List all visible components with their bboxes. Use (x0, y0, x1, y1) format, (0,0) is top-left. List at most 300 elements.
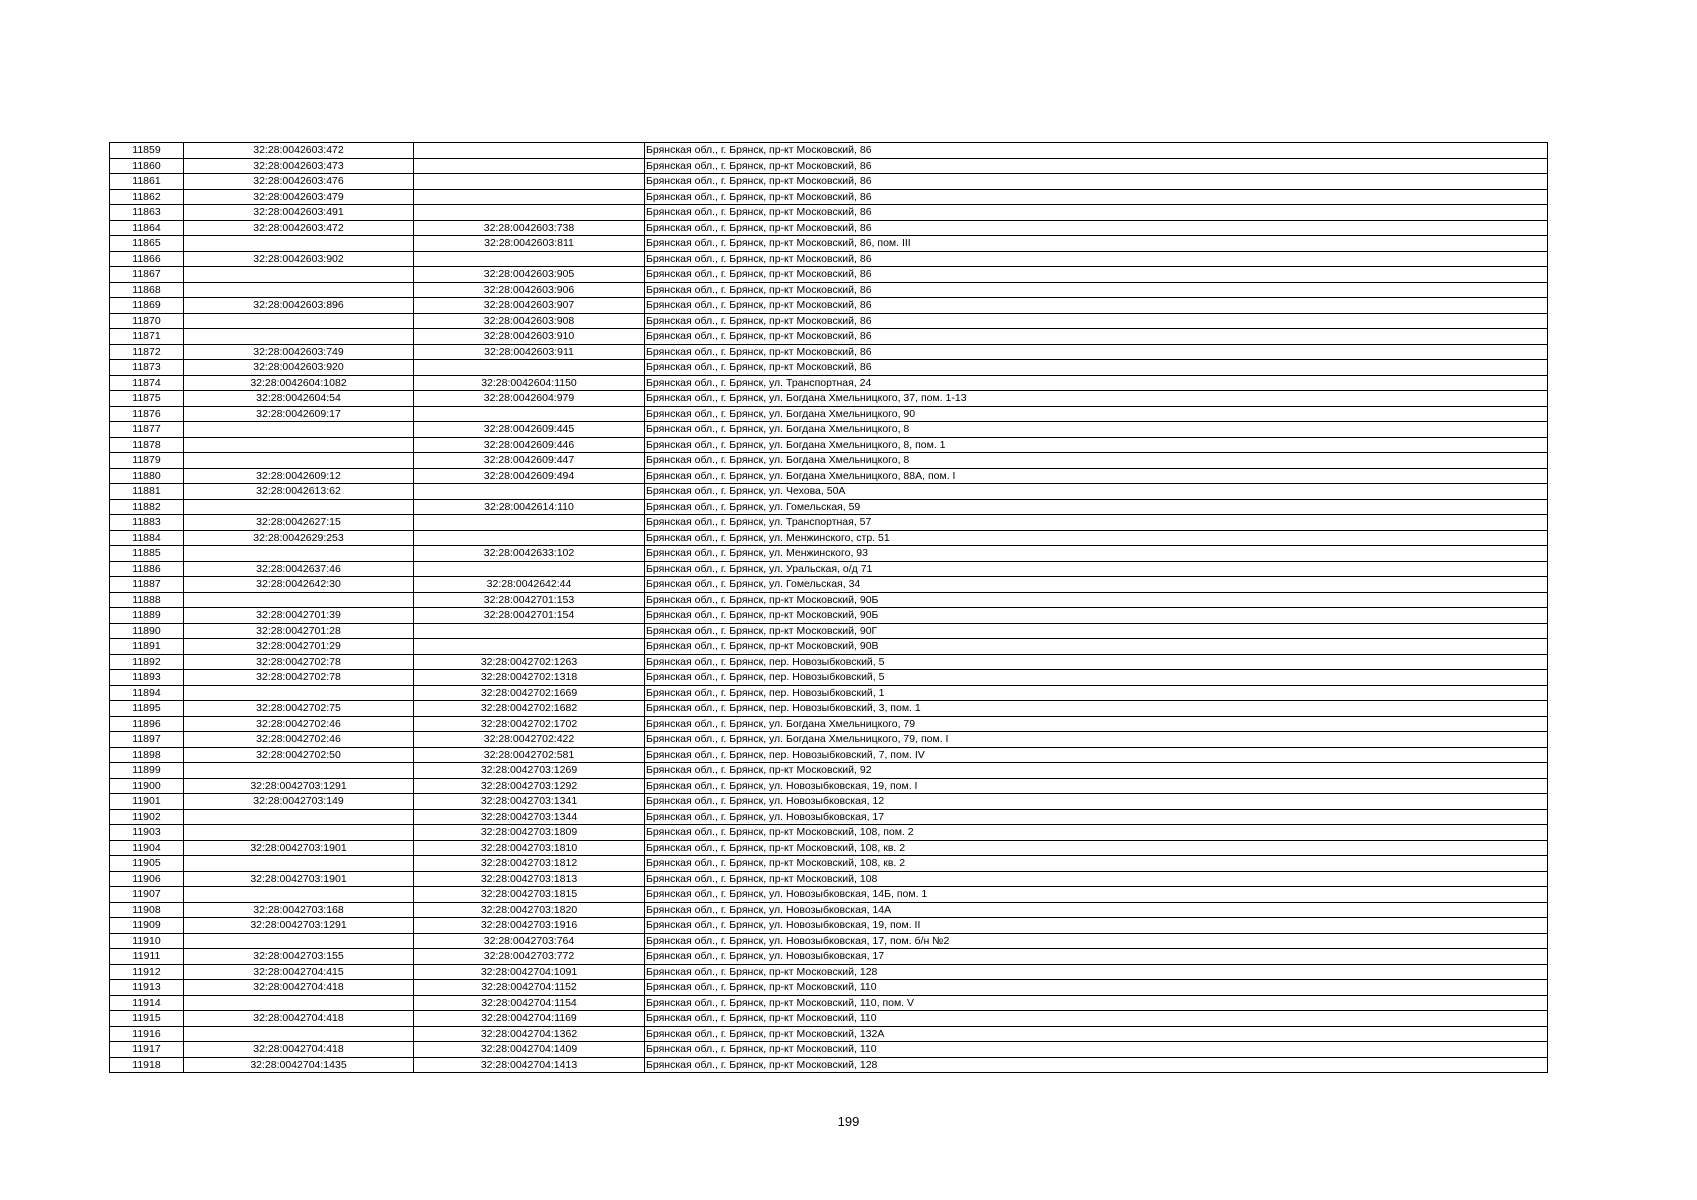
land-cadastral-number-cell: 32:28:0042603:473 (184, 158, 414, 174)
address-cell: Брянская обл., г. Брянск, пр-кт Московский, 90В (645, 639, 1548, 655)
object-cadastral-number-cell: 32:28:0042702:1682 (414, 701, 645, 717)
table-row (110, 530, 1548, 546)
object-cadastral-number-cell: 32:28:0042704:1169 (414, 1011, 645, 1027)
address-cell: Брянская обл., г. Брянск, ул. Уральская, о/д 71 (645, 561, 1548, 577)
row-number-cell: 11886 (110, 561, 184, 577)
object-cadastral-number-cell: 32:28:0042703:1341 (414, 794, 645, 810)
table-row (110, 313, 1548, 329)
row-number-cell: 11918 (110, 1057, 184, 1073)
land-cadastral-number-cell: 32:28:0042704:418 (184, 1042, 414, 1058)
land-cadastral-number-cell (184, 236, 414, 252)
land-cadastral-number-cell (184, 763, 414, 779)
table-row (110, 329, 1548, 345)
land-cadastral-number-cell: 32:28:0042701:29 (184, 639, 414, 655)
row-number-cell: 11885 (110, 546, 184, 562)
page-number: 199 (837, 1114, 860, 1129)
object-cadastral-number-cell (414, 623, 645, 639)
land-cadastral-number-cell: 32:28:0042629:253 (184, 530, 414, 546)
table-row (110, 964, 1548, 980)
row-number-cell: 11876 (110, 406, 184, 422)
table-row (110, 840, 1548, 856)
address-cell: Брянская обл., г. Брянск, ул. Чехова, 50А (645, 484, 1548, 500)
object-cadastral-number-cell (414, 639, 645, 655)
address-cell: Брянская обл., г. Брянск, ул. Транспортная, 24 (645, 375, 1548, 391)
land-cadastral-number-cell (184, 499, 414, 515)
table-row (110, 623, 1548, 639)
land-cadastral-number-cell: 32:28:0042703:1901 (184, 840, 414, 856)
table-row (110, 577, 1548, 593)
object-cadastral-number-cell: 32:28:0042702:422 (414, 732, 645, 748)
object-cadastral-number-cell (414, 561, 645, 577)
address-cell: Брянская обл., г. Брянск, пр-кт Московский, 108, кв. 2 (645, 856, 1548, 872)
table-row (110, 902, 1548, 918)
land-cadastral-number-cell: 32:28:0042702:78 (184, 670, 414, 686)
row-number-cell: 11861 (110, 174, 184, 190)
row-number-cell: 11912 (110, 964, 184, 980)
table-row (110, 298, 1548, 314)
land-cadastral-number-cell: 32:28:0042604:1082 (184, 375, 414, 391)
row-number-cell: 11866 (110, 251, 184, 267)
address-cell: Брянская обл., г. Брянск, пр-кт Московский, 110 (645, 1011, 1548, 1027)
table-row (110, 1057, 1548, 1073)
object-cadastral-number-cell: 32:28:0042642:44 (414, 577, 645, 593)
address-cell: Брянская обл., г. Брянск, ул. Менжинского, стр. 51 (645, 530, 1548, 546)
object-cadastral-number-cell: 32:28:0042603:906 (414, 282, 645, 298)
row-number-cell: 11888 (110, 592, 184, 608)
table-row (110, 437, 1548, 453)
row-number-cell: 11867 (110, 267, 184, 283)
row-number-cell: 11859 (110, 143, 184, 159)
object-cadastral-number-cell: 32:28:0042704:1091 (414, 964, 645, 980)
object-cadastral-number-cell: 32:28:0042703:772 (414, 949, 645, 965)
object-cadastral-number-cell: 32:28:0042609:446 (414, 437, 645, 453)
object-cadastral-number-cell: 32:28:0042609:447 (414, 453, 645, 469)
address-cell: Брянская обл., г. Брянск, пр-кт Московский, 86 (645, 329, 1548, 345)
table-row (110, 236, 1548, 252)
table-row (110, 391, 1548, 407)
object-cadastral-number-cell (414, 515, 645, 531)
table-row (110, 1042, 1548, 1058)
land-cadastral-number-cell: 32:28:0042603:902 (184, 251, 414, 267)
address-cell: Брянская обл., г. Брянск, пр-кт Московский, 86 (645, 267, 1548, 283)
table-row (110, 871, 1548, 887)
address-cell: Брянская обл., г. Брянск, ул. Богдана Хмельницкого, 8, пом. 1 (645, 437, 1548, 453)
table-row (110, 499, 1548, 515)
land-cadastral-number-cell: 32:28:0042702:50 (184, 747, 414, 763)
row-number-cell: 11882 (110, 499, 184, 515)
land-cadastral-number-cell: 32:28:0042701:39 (184, 608, 414, 624)
land-cadastral-number-cell (184, 437, 414, 453)
row-number-cell: 11899 (110, 763, 184, 779)
land-cadastral-number-cell (184, 933, 414, 949)
table-row (110, 205, 1548, 221)
object-cadastral-number-cell: 32:28:0042703:1344 (414, 809, 645, 825)
land-cadastral-number-cell: 32:28:0042704:415 (184, 964, 414, 980)
land-cadastral-number-cell: 32:28:0042703:1901 (184, 871, 414, 887)
table-row (110, 453, 1548, 469)
object-cadastral-number-cell (414, 189, 645, 205)
address-cell: Брянская обл., г. Брянск, ул. Богдана Хмельницкого, 37, пом. 1-13 (645, 391, 1548, 407)
table-row (110, 763, 1548, 779)
object-cadastral-number-cell: 32:28:0042703:764 (414, 933, 645, 949)
table-row (110, 670, 1548, 686)
row-number-cell: 11890 (110, 623, 184, 639)
row-number-cell: 11892 (110, 654, 184, 670)
address-cell: Брянская обл., г. Брянск, ул. Богдана Хмельницкого, 8 (645, 422, 1548, 438)
table-row (110, 406, 1548, 422)
address-cell: Брянская обл., г. Брянск, пр-кт Московский, 108 (645, 871, 1548, 887)
land-cadastral-number-cell: 32:28:0042703:1291 (184, 778, 414, 794)
object-cadastral-number-cell: 32:28:0042603:738 (414, 220, 645, 236)
address-cell: Брянская обл., г. Брянск, пр-кт Московский, 110 (645, 1042, 1548, 1058)
table-row (110, 639, 1548, 655)
object-cadastral-number-cell: 32:28:0042702:1318 (414, 670, 645, 686)
table-row (110, 856, 1548, 872)
object-cadastral-number-cell: 32:28:0042633:102 (414, 546, 645, 562)
table-row (110, 267, 1548, 283)
row-number-cell: 11877 (110, 422, 184, 438)
land-cadastral-number-cell: 32:28:0042703:149 (184, 794, 414, 810)
land-cadastral-number-cell (184, 809, 414, 825)
row-number-cell: 11901 (110, 794, 184, 810)
object-cadastral-number-cell (414, 360, 645, 376)
object-cadastral-number-cell: 32:28:0042701:154 (414, 608, 645, 624)
address-cell: Брянская обл., г. Брянск, пр-кт Московский, 86 (645, 143, 1548, 159)
object-cadastral-number-cell: 32:28:0042702:1702 (414, 716, 645, 732)
table-body (110, 143, 1548, 1073)
address-cell: Брянская обл., г. Брянск, пр-кт Московский, 110 (645, 980, 1548, 996)
row-number-cell: 11879 (110, 453, 184, 469)
table-row (110, 701, 1548, 717)
address-cell: Брянская обл., г. Брянск, ул. Новозыбковская, 19, пом. I (645, 778, 1548, 794)
land-cadastral-number-cell (184, 422, 414, 438)
address-cell: Брянская обл., г. Брянск, ул. Новозыбковская, 14Б, пом. 1 (645, 887, 1548, 903)
land-cadastral-number-cell: 32:28:0042603:476 (184, 174, 414, 190)
land-cadastral-number-cell: 32:28:0042603:920 (184, 360, 414, 376)
address-cell: Брянская обл., г. Брянск, ул. Новозыбковская, 14А (645, 902, 1548, 918)
address-cell: Брянская обл., г. Брянск, пр-кт Московский, 86 (645, 282, 1548, 298)
object-cadastral-number-cell: 32:28:0042701:153 (414, 592, 645, 608)
table-row (110, 344, 1548, 360)
land-cadastral-number-cell (184, 453, 414, 469)
row-number-cell: 11864 (110, 220, 184, 236)
land-cadastral-number-cell (184, 1026, 414, 1042)
object-cadastral-number-cell: 32:28:0042609:494 (414, 468, 645, 484)
object-cadastral-number-cell: 32:28:0042704:1154 (414, 995, 645, 1011)
object-cadastral-number-cell: 32:28:0042609:445 (414, 422, 645, 438)
row-number-cell: 11908 (110, 902, 184, 918)
land-cadastral-number-cell: 32:28:0042704:1435 (184, 1057, 414, 1073)
object-cadastral-number-cell: 32:28:0042703:1813 (414, 871, 645, 887)
land-cadastral-number-cell: 32:28:0042603:491 (184, 205, 414, 221)
row-number-cell: 11878 (110, 437, 184, 453)
land-cadastral-number-cell: 32:28:0042704:418 (184, 1011, 414, 1027)
row-number-cell: 11911 (110, 949, 184, 965)
table-row (110, 608, 1548, 624)
table-row (110, 654, 1548, 670)
land-cadastral-number-cell: 32:28:0042702:46 (184, 716, 414, 732)
address-cell: Брянская обл., г. Брянск, пр-кт Московский, 86 (645, 298, 1548, 314)
object-cadastral-number-cell: 32:28:0042702:581 (414, 747, 645, 763)
address-cell: Брянская обл., г. Брянск, пер. Новозыбковский, 5 (645, 654, 1548, 670)
table-row (110, 825, 1548, 841)
table-row (110, 220, 1548, 236)
row-number-cell: 11889 (110, 608, 184, 624)
row-number-cell: 11873 (110, 360, 184, 376)
object-cadastral-number-cell: 32:28:0042603:907 (414, 298, 645, 314)
table-row (110, 422, 1548, 438)
table-row (110, 484, 1548, 500)
address-cell: Брянская обл., г. Брянск, пр-кт Московский, 128 (645, 964, 1548, 980)
object-cadastral-number-cell: 32:28:0042603:905 (414, 267, 645, 283)
land-cadastral-number-cell (184, 592, 414, 608)
address-cell: Брянская обл., г. Брянск, пр-кт Московский, 86 (645, 251, 1548, 267)
address-cell: Брянская обл., г. Брянск, пр-кт Московский, 86 (645, 174, 1548, 190)
row-number-cell: 11900 (110, 778, 184, 794)
row-number-cell: 11917 (110, 1042, 184, 1058)
address-cell: Брянская обл., г. Брянск, пр-кт Московский, 108, кв. 2 (645, 840, 1548, 856)
row-number-cell: 11893 (110, 670, 184, 686)
object-cadastral-number-cell (414, 406, 645, 422)
address-cell: Брянская обл., г. Брянск, пр-кт Московский, 86 (645, 205, 1548, 221)
row-number-cell: 11896 (110, 716, 184, 732)
object-cadastral-number-cell: 32:28:0042604:979 (414, 391, 645, 407)
address-cell: Брянская обл., г. Брянск, ул. Транспортная, 57 (645, 515, 1548, 531)
object-cadastral-number-cell (414, 484, 645, 500)
land-cadastral-number-cell: 32:28:0042702:46 (184, 732, 414, 748)
land-cadastral-number-cell: 32:28:0042703:168 (184, 902, 414, 918)
row-number-cell: 11874 (110, 375, 184, 391)
row-number-cell: 11903 (110, 825, 184, 841)
address-cell: Брянская обл., г. Брянск, пр-кт Московский, 90Б (645, 608, 1548, 624)
land-cadastral-number-cell: 32:28:0042609:12 (184, 468, 414, 484)
address-cell: Брянская обл., г. Брянск, пр-кт Московский, 86 (645, 220, 1548, 236)
row-number-cell: 11907 (110, 887, 184, 903)
address-cell: Брянская обл., г. Брянск, пр-кт Московский, 86 (645, 313, 1548, 329)
object-cadastral-number-cell: 32:28:0042703:1815 (414, 887, 645, 903)
object-cadastral-number-cell: 32:28:0042702:1669 (414, 685, 645, 701)
table-row (110, 716, 1548, 732)
land-cadastral-number-cell: 32:28:0042603:472 (184, 143, 414, 159)
address-cell: Брянская обл., г. Брянск, пр-кт Московский, 92 (645, 763, 1548, 779)
row-number-cell: 11871 (110, 329, 184, 345)
address-cell: Брянская обл., г. Брянск, пр-кт Московский, 86 (645, 360, 1548, 376)
address-cell: Брянская обл., г. Брянск, пр-кт Московский, 108, пом. 2 (645, 825, 1548, 841)
address-cell: Брянская обл., г. Брянск, пер. Новозыбковский, 3, пом. 1 (645, 701, 1548, 717)
object-cadastral-number-cell (414, 158, 645, 174)
object-cadastral-number-cell: 32:28:0042614:110 (414, 499, 645, 515)
table-row (110, 515, 1548, 531)
row-number-cell: 11868 (110, 282, 184, 298)
row-number-cell: 11865 (110, 236, 184, 252)
land-cadastral-number-cell (184, 825, 414, 841)
land-cadastral-number-cell: 32:28:0042703:155 (184, 949, 414, 965)
row-number-cell: 11915 (110, 1011, 184, 1027)
land-cadastral-number-cell: 32:28:0042703:1291 (184, 918, 414, 934)
row-number-cell: 11875 (110, 391, 184, 407)
address-cell: Брянская обл., г. Брянск, пер. Новозыбковский, 5 (645, 670, 1548, 686)
cadastral-table (109, 142, 1548, 1073)
object-cadastral-number-cell: 32:28:0042704:1362 (414, 1026, 645, 1042)
row-number-cell: 11910 (110, 933, 184, 949)
row-number-cell: 11906 (110, 871, 184, 887)
land-cadastral-number-cell: 32:28:0042704:418 (184, 980, 414, 996)
address-cell: Брянская обл., г. Брянск, пр-кт Московский, 86 (645, 158, 1548, 174)
land-cadastral-number-cell (184, 313, 414, 329)
row-number-cell: 11898 (110, 747, 184, 763)
object-cadastral-number-cell: 32:28:0042603:910 (414, 329, 645, 345)
row-number-cell: 11916 (110, 1026, 184, 1042)
table-row (110, 794, 1548, 810)
land-cadastral-number-cell: 32:28:0042603:472 (184, 220, 414, 236)
address-cell: Брянская обл., г. Брянск, ул. Богдана Хмельницкого, 8 (645, 453, 1548, 469)
address-cell: Брянская обл., г. Брянск, пр-кт Московский, 132А (645, 1026, 1548, 1042)
land-cadastral-number-cell: 32:28:0042627:15 (184, 515, 414, 531)
table-row (110, 949, 1548, 965)
address-cell: Брянская обл., г. Брянск, ул. Богдана Хмельницкого, 88А, пом. I (645, 468, 1548, 484)
row-number-cell: 11884 (110, 530, 184, 546)
table-row (110, 174, 1548, 190)
object-cadastral-number-cell: 32:28:0042702:1263 (414, 654, 645, 670)
table-row (110, 933, 1548, 949)
land-cadastral-number-cell (184, 995, 414, 1011)
land-cadastral-number-cell: 32:28:0042637:46 (184, 561, 414, 577)
row-number-cell: 11891 (110, 639, 184, 655)
address-cell: Брянская обл., г. Брянск, ул. Богдана Хмельницкого, 90 (645, 406, 1548, 422)
address-cell: Брянская обл., г. Брянск, ул. Богдана Хмельницкого, 79, пом. I (645, 732, 1548, 748)
row-number-cell: 11872 (110, 344, 184, 360)
address-cell: Брянская обл., г. Брянск, пер. Новозыбковский, 7, пом. IV (645, 747, 1548, 763)
object-cadastral-number-cell: 32:28:0042703:1809 (414, 825, 645, 841)
object-cadastral-number-cell: 32:28:0042604:1150 (414, 375, 645, 391)
row-number-cell: 11897 (110, 732, 184, 748)
land-cadastral-number-cell: 32:28:0042603:479 (184, 189, 414, 205)
object-cadastral-number-cell: 32:28:0042603:911 (414, 344, 645, 360)
address-cell: Брянская обл., г. Брянск, ул. Богдана Хмельницкого, 79 (645, 716, 1548, 732)
row-number-cell: 11887 (110, 577, 184, 593)
row-number-cell: 11881 (110, 484, 184, 500)
object-cadastral-number-cell: 32:28:0042603:811 (414, 236, 645, 252)
object-cadastral-number-cell: 32:28:0042703:1916 (414, 918, 645, 934)
object-cadastral-number-cell: 32:28:0042603:908 (414, 313, 645, 329)
row-number-cell: 11905 (110, 856, 184, 872)
land-cadastral-number-cell: 32:28:0042613:62 (184, 484, 414, 500)
address-cell: Брянская обл., г. Брянск, ул. Новозыбковская, 17 (645, 809, 1548, 825)
row-number-cell: 11883 (110, 515, 184, 531)
row-number-cell: 11869 (110, 298, 184, 314)
row-number-cell: 11904 (110, 840, 184, 856)
land-cadastral-number-cell (184, 685, 414, 701)
land-cadastral-number-cell: 32:28:0042701:28 (184, 623, 414, 639)
table-row (110, 1026, 1548, 1042)
object-cadastral-number-cell: 32:28:0042704:1413 (414, 1057, 645, 1073)
table-row (110, 887, 1548, 903)
object-cadastral-number-cell: 32:28:0042703:1292 (414, 778, 645, 794)
table-row (110, 778, 1548, 794)
object-cadastral-number-cell (414, 143, 645, 159)
table-row (110, 143, 1548, 159)
address-cell: Брянская обл., г. Брянск, ул. Менжинского, 93 (645, 546, 1548, 562)
table-row (110, 282, 1548, 298)
address-cell: Брянская обл., г. Брянск, пр-кт Московский, 86, пом. III (645, 236, 1548, 252)
table-row (110, 747, 1548, 763)
table-row (110, 1011, 1548, 1027)
land-cadastral-number-cell (184, 329, 414, 345)
land-cadastral-number-cell: 32:28:0042702:78 (184, 654, 414, 670)
table-row (110, 980, 1548, 996)
address-cell: Брянская обл., г. Брянск, ул. Гомельская, 59 (645, 499, 1548, 515)
land-cadastral-number-cell (184, 887, 414, 903)
address-cell: Брянская обл., г. Брянск, пр-кт Московский, 86 (645, 344, 1548, 360)
address-cell: Брянская обл., г. Брянск, пр-кт Московский, 90Г (645, 623, 1548, 639)
land-cadastral-number-cell: 32:28:0042642:30 (184, 577, 414, 593)
table-row (110, 189, 1548, 205)
land-cadastral-number-cell (184, 267, 414, 283)
object-cadastral-number-cell: 32:28:0042703:1820 (414, 902, 645, 918)
object-cadastral-number-cell: 32:28:0042703:1269 (414, 763, 645, 779)
table-row (110, 468, 1548, 484)
table-row (110, 592, 1548, 608)
land-cadastral-number-cell (184, 856, 414, 872)
address-cell: Брянская обл., г. Брянск, ул. Гомельская, 34 (645, 577, 1548, 593)
land-cadastral-number-cell: 32:28:0042609:17 (184, 406, 414, 422)
table-row (110, 809, 1548, 825)
row-number-cell: 11902 (110, 809, 184, 825)
land-cadastral-number-cell (184, 546, 414, 562)
row-number-cell: 11870 (110, 313, 184, 329)
object-cadastral-number-cell: 32:28:0042704:1409 (414, 1042, 645, 1058)
address-cell: Брянская обл., г. Брянск, ул. Новозыбковская, 17 (645, 949, 1548, 965)
row-number-cell: 11909 (110, 918, 184, 934)
address-cell: Брянская обл., г. Брянск, пер. Новозыбковский, 1 (645, 685, 1548, 701)
land-cadastral-number-cell (184, 282, 414, 298)
address-cell: Брянская обл., г. Брянск, ул. Новозыбковская, 17, пом. б/н №2 (645, 933, 1548, 949)
object-cadastral-number-cell (414, 174, 645, 190)
address-cell: Брянская обл., г. Брянск, пр-кт Московский, 86 (645, 189, 1548, 205)
object-cadastral-number-cell (414, 251, 645, 267)
address-cell: Брянская обл., г. Брянск, пр-кт Московский, 128 (645, 1057, 1548, 1073)
row-number-cell: 11862 (110, 189, 184, 205)
object-cadastral-number-cell: 32:28:0042703:1812 (414, 856, 645, 872)
table-row (110, 995, 1548, 1011)
land-cadastral-number-cell: 32:28:0042702:75 (184, 701, 414, 717)
table-row (110, 158, 1548, 174)
table-row (110, 561, 1548, 577)
row-number-cell: 11894 (110, 685, 184, 701)
table-row (110, 546, 1548, 562)
address-cell: Брянская обл., г. Брянск, пр-кт Московский, 110, пом. V (645, 995, 1548, 1011)
row-number-cell: 11860 (110, 158, 184, 174)
land-cadastral-number-cell: 32:28:0042603:749 (184, 344, 414, 360)
table-row (110, 360, 1548, 376)
table-row (110, 251, 1548, 267)
table-row (110, 375, 1548, 391)
row-number-cell: 11863 (110, 205, 184, 221)
land-cadastral-number-cell: 32:28:0042603:896 (184, 298, 414, 314)
object-cadastral-number-cell: 32:28:0042704:1152 (414, 980, 645, 996)
object-cadastral-number-cell: 32:28:0042703:1810 (414, 840, 645, 856)
row-number-cell: 11914 (110, 995, 184, 1011)
row-number-cell: 11913 (110, 980, 184, 996)
table-row (110, 685, 1548, 701)
address-cell: Брянская обл., г. Брянск, пр-кт Московский, 90Б (645, 592, 1548, 608)
address-cell: Брянская обл., г. Брянск, ул. Новозыбковская, 19, пом. II (645, 918, 1548, 934)
table-row (110, 732, 1548, 748)
table-row (110, 918, 1548, 934)
row-number-cell: 11895 (110, 701, 184, 717)
object-cadastral-number-cell (414, 530, 645, 546)
land-cadastral-number-cell: 32:28:0042604:54 (184, 391, 414, 407)
